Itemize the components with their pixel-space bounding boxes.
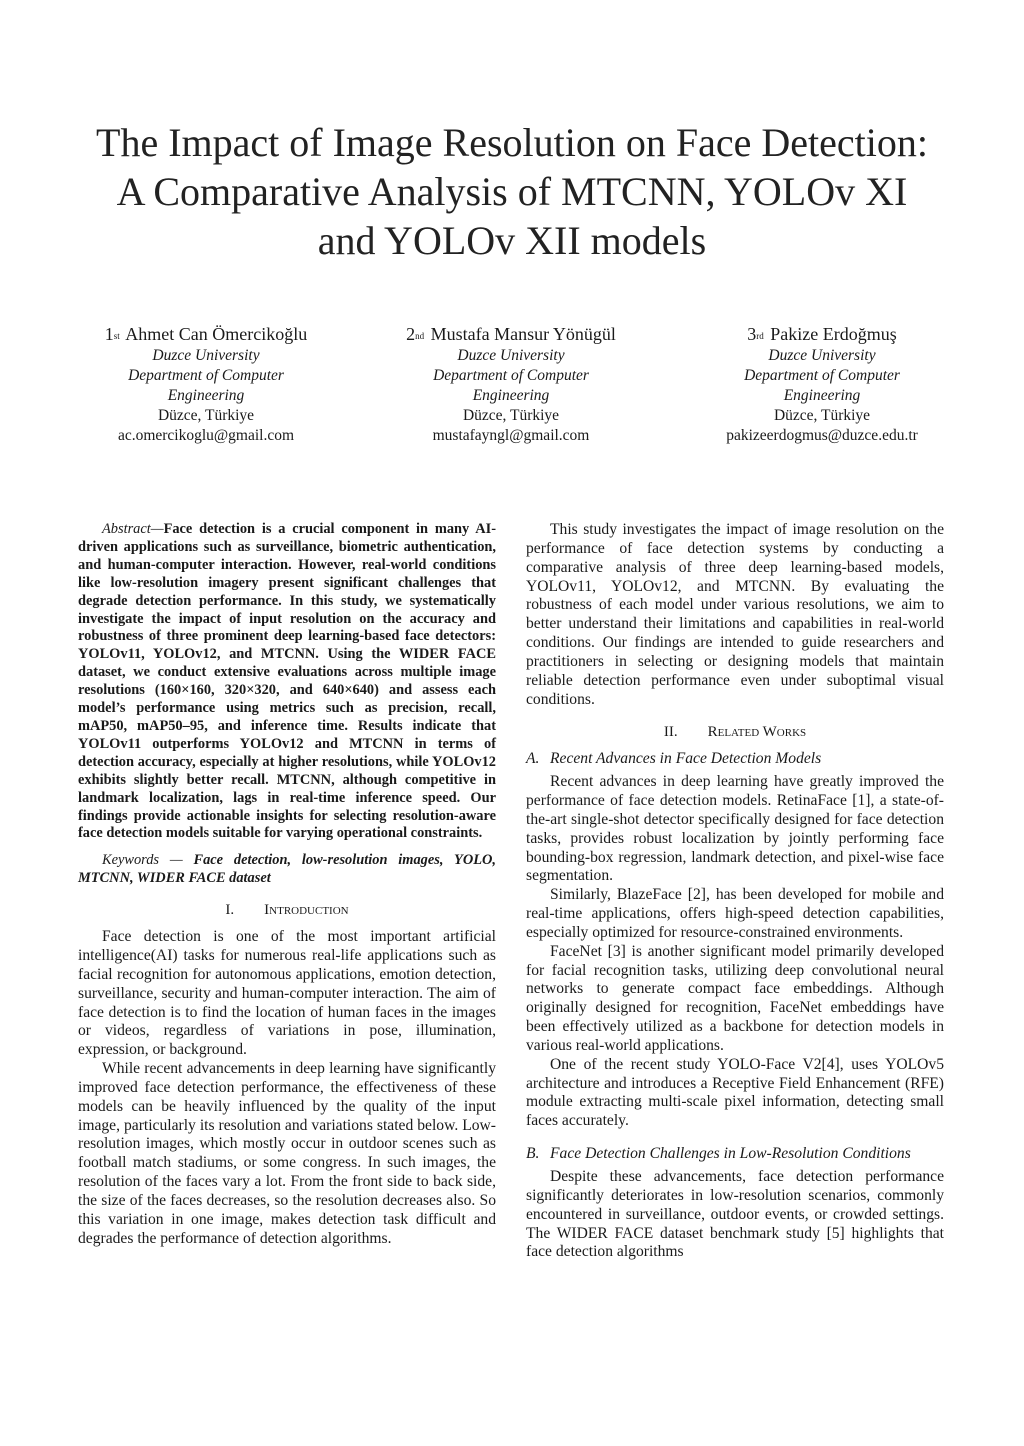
keywords <box>78 851 496 887</box>
subsection-heading-b: B. Face Detection Challenges in Low-Resolution Conditions <box>526 1145 911 1163</box>
author-block-1 <box>56 322 356 446</box>
author-email: ac.omercikoglu@gmail.com <box>117 427 295 444</box>
title-line-2: A Comparative Analysis of MTCNN, YOLOv XI <box>116 169 908 214</box>
author-name: 1st Ahmet Can Ömercikoğlu <box>104 324 308 344</box>
author-department-cont: Engineering <box>472 387 550 404</box>
intro-paragraph-2: While recent advancements in deep learning have significantly improved face detection performance, the effectiveness of these models can be heavily influenced by the quality of the input image, particularly its resolution and variations stated below. Low-resolution images, which mostly occur in outdoor scenes such as football match stadiums, or some congress. In such images, the resolution of the faces vary a lot. From the front side to back side, the size of the faces decreases, so the resolution decreases also. So this variation in one image, makes detection task difficult and degrades the performance of detection algorithms. <box>78 1060 496 1247</box>
related-paragraph-5: Despite these advancements, face detection performance significantly deteriorates in low-resolution scenarios, commonly encountered in surveillance, outdoor events, or crowded settings. The WIDER FACE dataset benchmark study [5] highlights that face detection algorithms <box>526 1168 944 1261</box>
keywords-lead: Keywords — <box>102 852 194 869</box>
author-block-3 <box>672 322 972 446</box>
author-affiliation: Duzce University <box>152 347 260 364</box>
section-heading-introduction: I. Introduction <box>225 902 349 919</box>
author-name: 3rd Pakize Erdoğmuş <box>747 324 897 344</box>
author-affiliation: Duzce University <box>768 347 876 364</box>
related-paragraph-3: FaceNet [3] is another significant model primarily developed for facial recognition tasks, utilizing deep convolutional neural networks to generate compact face embeddings. Although originally designed for recognition, FaceNet embeddings have been effectively utilized as a backbone for detection models in various real-world applications. <box>526 942 944 1054</box>
left-column <box>78 521 496 1249</box>
author-department: Department of Computer <box>128 367 284 384</box>
abstract <box>78 521 496 843</box>
author-location: Düzce, Türkiye <box>462 407 560 424</box>
intro-paragraph-3: This study investigates the impact of image resolution on the performance of face detection systems by conducting a comparative analysis of three deep learning-based models, YOLOv11, YOLOv12, and MTCNN. By evaluating the robustness of each model under various resolutions, we aim to better understand their limitations and capabilities in real-world conditions. Our findings are intended to guide researchers and practitioners in selecting or designing models that maintain reliable detection performance even under suboptimal visual conditions. <box>526 521 944 708</box>
author-department-cont: Engineering <box>783 387 861 404</box>
abstract-lead: Abstract— <box>102 521 164 537</box>
title-line-1: The Impact of Image Resolution on Face Detection: <box>96 120 928 165</box>
author-name: 2nd Mustafa Mansur Yönügül <box>406 324 616 344</box>
author-department: Department of Computer <box>744 367 900 384</box>
keywords-text: Face detection, low-resolution images, YOLO, MTCNN, WIDER FACE dataset <box>78 852 496 887</box>
author-location: Düzce, Türkiye <box>773 407 871 424</box>
abstract-text: Face detection is a crucial component in many AI-driven applications such as surveillance, biometric authentication, and human-computer interaction. However, real-world conditions like low-resolution imagery present significant challenges that degrade detection performance. In this study, we systematically investigate the impact of input resolution on the accuracy and robustness of three prominent deep learning-based face detectors: YOLOv11, YOLOv12, and MTCNN. Using the WIDER FACE dataset, we conduct extensive evaluations across multiple image resolutions (160×160, 320×320, and 640×640) and assess each model’s performance using metrics such as precision, recall, mAP50, mAP50–95, and inference time. Results indicate that YOLOv11 outperforms YOLOv12 and MTCNN in terms of detection accuracy, especially at higher resolutions, while YOLOv12 exhibits slightly better recall. MTCNN, although competitive in landmark localization, lags in real-time inference speed. Our findings provide actionable insights for selecting resolution-aware face detection models suitable for varying operational constraints. <box>78 521 496 842</box>
author-location: Düzce, Türkiye <box>157 407 255 424</box>
section-heading-related-works: II. Related Works <box>663 724 807 741</box>
intro-paragraph-1: Face detection is one of the most important artificial intelligence(AI) tasks for numerous real-life applications such as facial recognition for autonomous applications, emotion detection, surveillance, security and human-computer interaction. The aim of face detection is to find the location of human faces in the images or videos, regardless of variations in pose, illumination, expression, or background. <box>78 928 496 1059</box>
author-department: Department of Computer <box>433 367 589 384</box>
author-affiliation: Duzce University <box>457 347 565 364</box>
author-email: pakizeerdogmus@duzce.edu.tr <box>726 427 918 444</box>
title-line-3: and YOLOv XII models <box>317 218 707 263</box>
author-email: mustafayngl@gmail.com <box>432 427 590 444</box>
paper-title <box>40 118 984 265</box>
author-department-cont: Engineering <box>167 387 245 404</box>
related-paragraph-1: Recent advances in deep learning have greatly improved the performance of face detection models. RetinaFace [1], a state-of-the-art single-shot detector specifically designed for face detection tasks, provides robust localization by jointly performing face bounding-box regression, landmark detection, and pixel-wise face segmentation. <box>526 773 944 885</box>
subsection-heading-a: A. Recent Advances in Face Detection Models <box>526 750 822 768</box>
related-paragraph-4: One of the recent study YOLO-Face V2[4], uses YOLOv5 architecture and introduces a Receptive Field Enhancement (RFE) module extracting multi-scale pixel information, detecting small faces accurately. <box>526 1055 944 1130</box>
author-block-2 <box>361 322 661 446</box>
related-paragraph-2: Similarly, BlazeFace [2], has been developed for mobile and real-time applications, offers high-speed detection capabilities, especially optimized for resource-constrained environments. <box>526 886 944 941</box>
right-column <box>526 521 944 1262</box>
